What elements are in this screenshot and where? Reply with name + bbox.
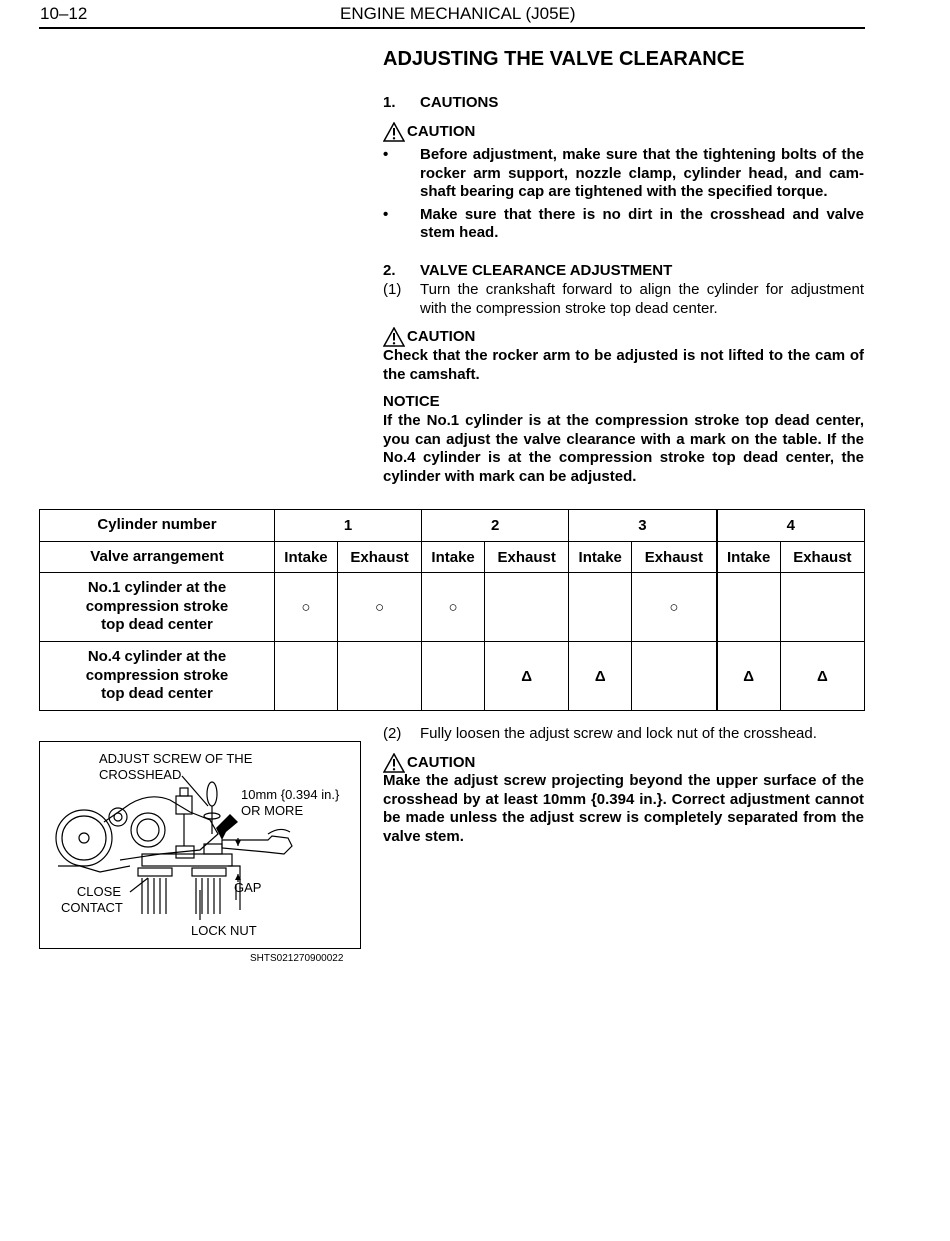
step-1-number: (1)	[383, 281, 402, 298]
label-line: ADJUST SCREW OF THE	[99, 751, 253, 766]
mark-cell: Δ	[485, 642, 569, 711]
page-number: 10–12	[40, 4, 88, 23]
caution-1-text: CAUTION	[407, 122, 476, 140]
caution-1-bullets	[383, 146, 864, 243]
caution-3-label	[383, 753, 864, 773]
mark-cell: ○	[632, 573, 717, 642]
caution-1-label	[383, 122, 864, 142]
cautions-heading-label: CAUTIONS	[420, 94, 499, 111]
valve-arrangement-header: Valve arrangement	[40, 542, 275, 573]
warning-triangle-icon	[383, 122, 405, 142]
section-title: ADJUSTING THE VALVE CLEARANCE	[383, 48, 745, 70]
step-2	[383, 725, 864, 744]
adjust-heading	[383, 262, 864, 281]
row-head-line: top dead center	[101, 616, 213, 634]
valve-cell: Intake	[275, 542, 338, 573]
step-2-text: Fully loosen the adjust screw and lock nut of the crosshead.	[420, 725, 817, 742]
label-line: CLOSE	[76, 884, 121, 899]
notice-label: NOTICE	[383, 393, 440, 410]
cylinder-number-header: Cylinder number	[40, 510, 275, 542]
row-head-line: No.4 cylinder at the	[87, 648, 227, 666]
step-1	[383, 281, 864, 318]
crosshead-figure	[39, 741, 361, 949]
list-item	[383, 146, 864, 202]
valve-cell: Exhaust	[337, 542, 421, 573]
mark-cell	[275, 642, 338, 711]
list-item	[383, 206, 864, 243]
warning-triangle-icon	[383, 327, 405, 347]
cylinder-3-header: 3	[569, 510, 717, 542]
adjust-heading-number: 2.	[383, 262, 396, 279]
gap-label: GAP	[234, 880, 262, 895]
bullet-text: Before adjustment, make sure that the tightening bolts of the rocker arm support, nozzle clamp, cylinder head, and cam-shaft bearing cap are tightened with the specified torque.	[420, 146, 864, 201]
step-2-number: (2)	[383, 725, 402, 742]
mark-cell	[780, 573, 864, 642]
caution-3-text: Make the adjust screw projecting beyond the upper surface of the crosshead by at least 10mm {0.394 in.}. Correct adjustment cannot be made unless the adjust screw is completely separated from the valve stem.	[383, 772, 864, 845]
label-line: CONTACT	[61, 899, 123, 915]
caution-2-text: Check that the rocker arm to be adjusted is not lifted to the cam of the camshaft.	[383, 347, 864, 383]
cautions-heading-number: 1.	[383, 94, 396, 111]
valve-cell: Intake	[717, 542, 781, 573]
mark-cell: ○	[275, 573, 338, 642]
mark-cell	[485, 573, 569, 642]
table-row	[40, 542, 865, 573]
label-line: OR MORE	[241, 802, 304, 818]
label-line: 10mm {0.394 in.}	[241, 787, 340, 802]
mark-cell: Δ	[717, 642, 781, 711]
valve-cell: Exhaust	[780, 542, 864, 573]
caution-3-text-label: CAUTION	[407, 753, 476, 771]
bullet-dot: •	[383, 205, 389, 223]
row-head-line: top dead center	[101, 685, 213, 703]
caution-2-label	[383, 327, 864, 347]
no4-cylinder-header	[40, 642, 275, 711]
valve-cell: Intake	[422, 542, 485, 573]
mark-cell	[422, 642, 485, 711]
mark-cell: ○	[422, 573, 485, 642]
notice-text: If the No.1 cylinder is at the compression stroke top dead center, you can adjust the valve clearance with a mark on the table. If the No.4 cylinder is at the compression stroke top dead center, the cylinder with mark can be adjusted.	[383, 412, 864, 485]
no1-cylinder-header	[40, 573, 275, 642]
mark-cell	[717, 573, 781, 642]
bullet-dot: •	[383, 146, 389, 163]
step-1-text: Turn the crankshaft forward to align the cylinder for adjustment with the compression stroke top dead center.	[420, 281, 864, 317]
label-line: CROSSHEAD	[99, 766, 182, 782]
row-head-line: compression stroke	[85, 597, 229, 615]
mark-cell: Δ	[780, 642, 864, 711]
warning-triangle-icon	[383, 753, 405, 773]
valve-cell: Exhaust	[632, 542, 717, 573]
caution-2-text-label: CAUTION	[407, 327, 476, 345]
mark-cell: ○	[337, 573, 421, 642]
table-row	[40, 573, 865, 642]
cylinder-1-header: 1	[275, 510, 422, 542]
cautions-heading	[383, 94, 864, 113]
close-contact-label	[61, 884, 121, 915]
mark-cell	[337, 642, 421, 711]
mark-cell	[569, 573, 632, 642]
row-head-line: compression stroke	[85, 666, 229, 684]
valve-cell: Exhaust	[485, 542, 569, 573]
adjust-screw-label	[99, 751, 252, 782]
cylinder-4-header: 4	[717, 510, 865, 542]
figure-code: SHTS021270900022	[250, 953, 344, 964]
valve-clearance-table	[39, 509, 865, 711]
table-row	[40, 642, 865, 711]
adjust-heading-label: VALVE CLEARANCE ADJUSTMENT	[420, 262, 673, 279]
page-header-title: ENGINE MECHANICAL (J05E)	[340, 4, 576, 23]
cylinder-2-header: 2	[422, 510, 569, 542]
row-head-line: No.1 cylinder at the	[87, 579, 227, 597]
mark-cell: Δ	[569, 642, 632, 711]
lock-nut-label: LOCK NUT	[191, 923, 257, 938]
ten-mm-label	[241, 787, 339, 818]
mark-cell	[632, 642, 717, 711]
valve-cell: Intake	[569, 542, 632, 573]
bullet-text: Make sure that there is no dirt in the crosshead and valve stem head.	[420, 205, 864, 242]
table-row	[40, 510, 865, 542]
header-rule	[39, 27, 865, 29]
